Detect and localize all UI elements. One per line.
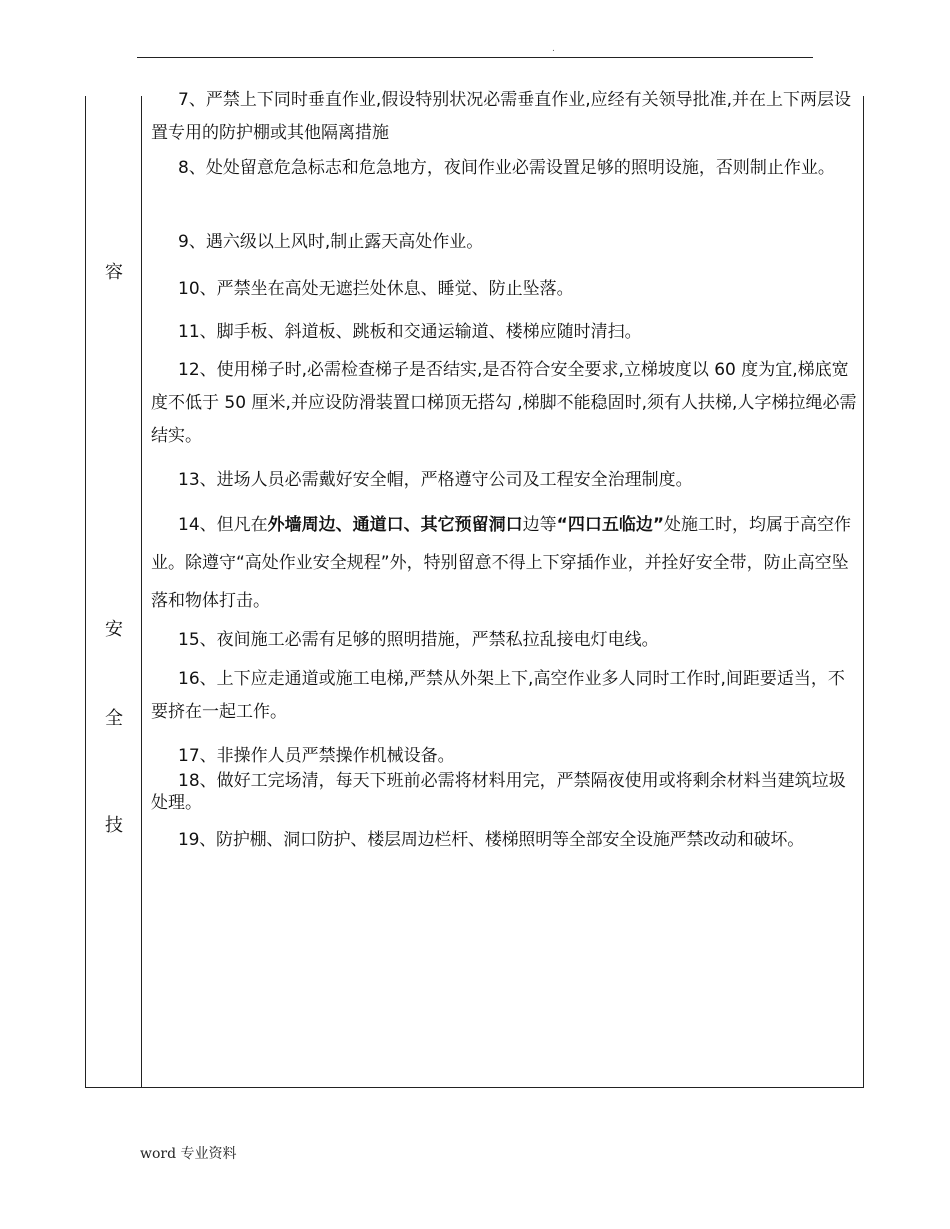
safety-item-18: 18、做好工完场清，每天下班前必需将材料用完，严禁隔夜使用或将剩余材料当建筑垃圾处理。	[151, 771, 846, 813]
safety-item-11: 11、脚手板、斜道板、跳板和交通运输道、楼梯应随时清扫。	[178, 322, 642, 342]
safety-item-9: 9、遇六级以上风时,制止露天高处作业。	[178, 232, 484, 252]
side-label-rong: 容	[105, 262, 123, 283]
safety-item-12: 12、使用梯子时,必需检查梯子是否结实,是否符合安全要求,立梯坡度以 60 度为宜,梯底宽度不低于 50 厘米,并应设防滑装置口梯顶无搭勾 ,梯脚不能稳固时,须有人扶梯,人字梯拉绳必需结实。	[151, 360, 857, 446]
side-label-an: 安	[105, 619, 123, 640]
item-14-part-c: 处施工时，均属于高空作业。除遵守“高处作业安全规程”外，特别留意不得上下穿插作业，并拴好安全带，防止高空坠落和物体打击。	[151, 515, 851, 611]
item-14-part-a: 14、但凡在	[178, 515, 268, 535]
side-label-ji: 技	[105, 815, 123, 836]
side-label-quan: 全	[105, 708, 123, 729]
safety-item-16: 16、上下应走通道或施工电梯,严禁从外架上下,高空作业多人同时工作时,间距要适当，不要挤在一起工作。	[151, 669, 845, 722]
item-14-bold-a: 外墙周边、通道口、其它预留洞口	[267, 515, 523, 535]
item-14-part-b: 边等	[522, 515, 557, 535]
safety-item-8: 8、处处留意危急标志和危急地方，夜间作业必需设置足够的照明设施，否则制止作业。	[178, 158, 835, 178]
item-14-bold-b: “四口五临边”	[556, 515, 664, 535]
safety-item-7: 7、严禁上下同时垂直作业,假设特别状况必需垂直作业,应经有关领导批准,并在上下两层设置专用的防护棚或其他隔离措施	[151, 90, 852, 143]
safety-item-15: 15、夜间施工必需有足够的照明措施，严禁私拉乱接电灯电线。	[178, 630, 659, 650]
safety-item-13: 13、进场人员必需戴好安全帽，严格遵守公司及工程安全治理制度。	[178, 470, 693, 490]
safety-item-19: 19、防护棚、洞口防护、楼层周边栏杆、楼梯照明等全部安全设施严禁改动和破坏。	[178, 830, 805, 850]
safety-item-14	[151, 506, 859, 620]
safety-item-10: 10、严禁坐在高处无遮拦处休息、睡觉、防止坠落。	[178, 279, 574, 299]
column-divider	[141, 96, 142, 1088]
header-rule	[137, 57, 813, 58]
footer-text: word 专业资料	[140, 1146, 237, 1162]
safety-item-17: 17、非操作人员严禁操作机械设备。	[178, 746, 455, 766]
header-mark: .	[552, 44, 555, 54]
